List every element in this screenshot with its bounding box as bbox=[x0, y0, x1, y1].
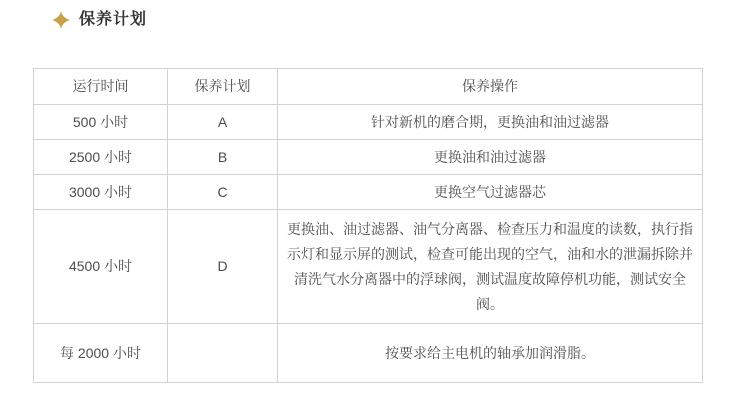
cell-plan bbox=[168, 324, 278, 383]
table-row bbox=[34, 105, 703, 140]
cell-operation: 更换油和油过滤器 bbox=[278, 140, 703, 175]
cell-time: 500 小时 bbox=[34, 105, 168, 140]
header-maintenance-plan: 保养计划 bbox=[168, 69, 278, 105]
maintenance-schedule-table bbox=[33, 68, 703, 383]
header-maintenance-operation: 保养操作 bbox=[278, 69, 703, 105]
table-row bbox=[34, 175, 703, 210]
table-row bbox=[34, 210, 703, 324]
cell-time: 2500 小时 bbox=[34, 140, 168, 175]
cell-plan: B bbox=[168, 140, 278, 175]
cell-plan: A bbox=[168, 105, 278, 140]
cell-time: 每 2000 小时 bbox=[34, 324, 168, 383]
cell-operation: 针对新机的磨合期，更换油和油过滤器 bbox=[278, 105, 703, 140]
section-title bbox=[52, 11, 147, 29]
four-pointed-star-icon bbox=[52, 11, 70, 29]
cell-plan: C bbox=[168, 175, 278, 210]
cell-operation: 按要求给主电机的轴承加润滑脂。 bbox=[278, 324, 703, 383]
page-title: 保养计划 bbox=[79, 11, 148, 28]
cell-time: 3000 小时 bbox=[34, 175, 168, 210]
cell-operation: 更换空气过滤器芯 bbox=[278, 175, 703, 210]
cell-plan: D bbox=[168, 210, 278, 324]
table-row bbox=[34, 140, 703, 175]
cell-operation: 更换油、油过滤器、油气分离器、检查压力和温度的读数，执行指示灯和显示屏的测试，检查可能出现的空气，油和水的泄漏拆除并清洗气水分离器中的浮球阀，测试温度故障停机功能，测试安全阀。 bbox=[278, 210, 703, 324]
header-running-time: 运行时间 bbox=[34, 69, 168, 105]
cell-time: 4500 小时 bbox=[34, 210, 168, 324]
table-header-row bbox=[34, 69, 703, 105]
table-row bbox=[34, 324, 703, 383]
